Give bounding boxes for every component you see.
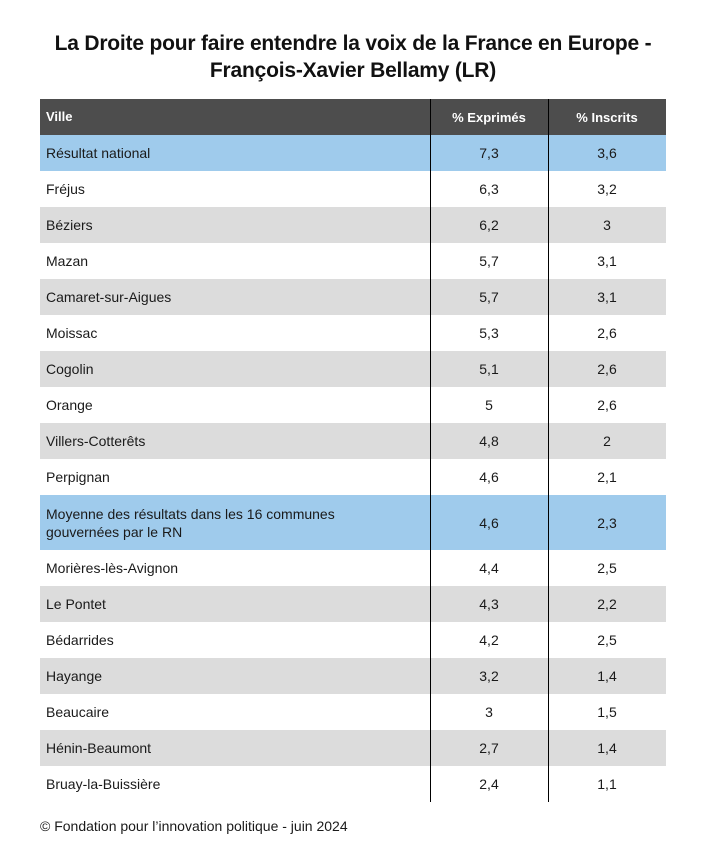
- table-row: [40, 351, 666, 387]
- cell-ville: Camaret-sur-Aigues: [46, 289, 172, 305]
- cell-exprimes: 3,2: [479, 668, 499, 684]
- cell-ville: Villers-Cotterêts: [46, 433, 146, 449]
- table-row: [40, 207, 666, 243]
- cell-inscrits: 2: [603, 433, 611, 449]
- table-row: [40, 243, 666, 279]
- table-row: [40, 279, 666, 315]
- cell-exprimes: 4,3: [479, 596, 499, 612]
- cell-ville: Le Pontet: [46, 596, 106, 612]
- cell-exprimes: 4,8: [479, 433, 499, 449]
- cell-ville: Orange: [46, 397, 93, 413]
- cell-ville: Fréjus: [46, 181, 85, 197]
- cell-exprimes: 3: [485, 704, 493, 720]
- cell-ville: Mazan: [46, 253, 89, 269]
- cell-ville: Bédarrides: [46, 632, 114, 648]
- source-footer: © Fondation pour l’innovation politique - juin 2024: [40, 818, 348, 834]
- table-row: [40, 730, 666, 766]
- cell-inscrits: 2,5: [597, 632, 617, 648]
- cell-ville: Hénin-Beaumont: [46, 740, 152, 756]
- chart-title: [0, 30, 706, 84]
- cell-ville: Perpignan: [46, 469, 110, 485]
- cell-inscrits: 2,1: [597, 469, 617, 485]
- cell-ville: Beaucaire: [46, 704, 110, 720]
- table-row: [40, 586, 666, 622]
- cell-exprimes: 2,4: [479, 776, 499, 792]
- cell-inscrits: 3,2: [597, 181, 617, 197]
- cell-exprimes: 2,7: [479, 740, 499, 756]
- table-row: [40, 766, 666, 802]
- cell-ville-line-2: gouvernées par le RN: [46, 523, 183, 540]
- cell-inscrits: 3,6: [597, 145, 617, 161]
- cell-inscrits: 3,1: [597, 289, 617, 305]
- cell-ville: Bruay-la-Buissière: [46, 776, 161, 792]
- cell-exprimes: 4,4: [479, 560, 499, 576]
- cell-inscrits: 3,1: [597, 253, 617, 269]
- cell-exprimes: 5,1: [479, 361, 499, 377]
- table-row: [40, 495, 666, 550]
- cell-inscrits: 2,6: [597, 361, 617, 377]
- table-header-row: [40, 99, 666, 135]
- cell-ville: [40, 505, 430, 541]
- cell-inscrits: 2,6: [597, 397, 617, 413]
- table-row: [40, 622, 666, 658]
- cell-exprimes: 7,3: [479, 145, 499, 161]
- cell-inscrits: 3: [603, 217, 611, 233]
- cell-ville: Cogolin: [46, 361, 94, 377]
- column-divider-1: [430, 99, 431, 802]
- chart-title-line-2: François-Xavier Bellamy (LR): [209, 59, 497, 82]
- cell-ville: Béziers: [46, 217, 93, 233]
- chart-title-line-1: La Droite pour faire entendre la voix de la France en Europe -: [54, 32, 652, 55]
- cell-exprimes: 4,2: [479, 632, 499, 648]
- cell-exprimes: 6,3: [479, 181, 499, 197]
- cell-inscrits: 2,6: [597, 325, 617, 341]
- cell-exprimes: 5,7: [479, 253, 499, 269]
- cell-exprimes: 6,2: [479, 217, 499, 233]
- cell-inscrits: 1,1: [597, 776, 617, 792]
- table-row: [40, 315, 666, 351]
- cell-inscrits: 2,2: [597, 596, 617, 612]
- cell-ville: Morières-lès-Avignon: [46, 560, 179, 576]
- cell-inscrits: 2,3: [597, 514, 617, 531]
- cell-ville-line-1: Moyenne des résultats dans les 16 communes: [46, 505, 335, 522]
- table-row: [40, 171, 666, 207]
- results-table: [40, 99, 666, 802]
- column-divider-2: [548, 99, 549, 802]
- cell-exprimes: 5,7: [479, 289, 499, 305]
- cell-ville: Résultat national: [46, 145, 151, 161]
- table-row: [40, 423, 666, 459]
- table-row: [40, 135, 666, 171]
- cell-exprimes: 4,6: [479, 469, 499, 485]
- table-row: [40, 459, 666, 495]
- cell-inscrits: 1,5: [597, 704, 617, 720]
- cell-exprimes: 4,6: [479, 514, 499, 531]
- cell-inscrits: 1,4: [597, 668, 617, 684]
- table-row: [40, 387, 666, 423]
- cell-ville: Moissac: [46, 325, 98, 341]
- table-row: [40, 658, 666, 694]
- cell-ville: Hayange: [46, 668, 103, 684]
- cell-exprimes: 5: [485, 397, 493, 413]
- cell-inscrits: 2,5: [597, 560, 617, 576]
- table-row: [40, 550, 666, 586]
- cell-exprimes: 5,3: [479, 325, 499, 341]
- header-inscrits: % Inscrits: [576, 109, 638, 125]
- header-exprimes: % Exprimés: [452, 109, 526, 125]
- table-row: [40, 694, 666, 730]
- cell-inscrits: 1,4: [597, 740, 617, 756]
- header-ville: Ville: [46, 109, 73, 124]
